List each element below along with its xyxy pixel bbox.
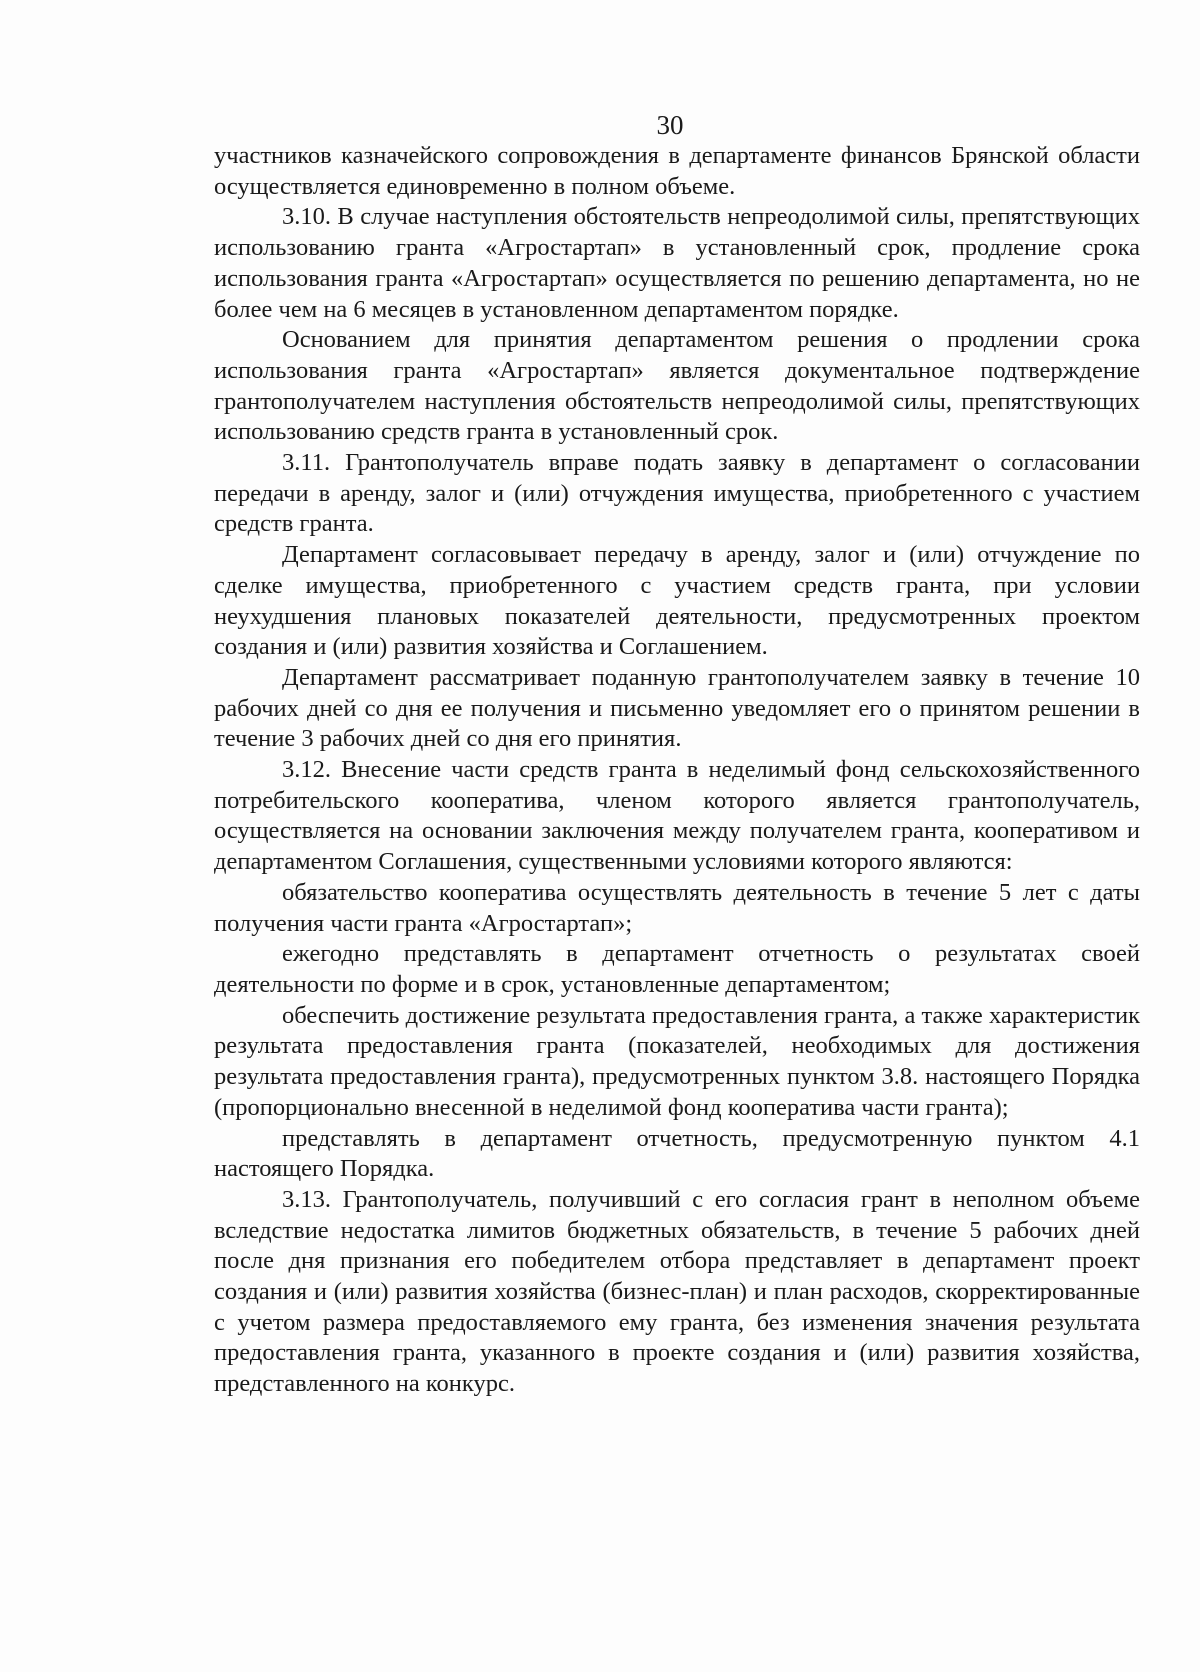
paragraph-3-13: 3.13. Грантополучатель, получивший с его согласия грант в неполном объеме вследствие недостатка лимитов бюджетных обязательств, в течение 5 рабочих дней после дня признания его победителем отбора представляет в департамент проект создания и (или) развития хозяйства (бизнес-план) и план расходов, скорректированные с учетом размера предоставляемого ему гранта, без изменения значения результата предоставления гранта, указанного в проекте создания и (или) развития хозяйства, представленного на конкурс.: [214, 1185, 1140, 1398]
paragraph-3-12-obligation: обязательство кооператива осуществлять деятельность в течение 5 лет с даты получения части гранта «Агростартап»;: [214, 878, 1140, 937]
paragraph-3-10: 3.10. В случае наступления обстоятельств непреодолимой силы, препятствующих использованию гранта «Агростартап» в установленный срок, продление срока использования гранта «Агростартап» осуществляется по решению департамента, но не более чем на 6 месяцев в установленном департаментом порядке.: [214, 203, 1140, 323]
paragraph-3-12-reporting: ежегодно представлять в департамент отчетность о результатах своей деятельности по форме и в срок, установленные департаментом;: [214, 940, 1140, 998]
paragraph-3-11: 3.11. Грантополучатель вправе подать заявку в департамент о согласовании передачи в аренду, залог и (или) отчуждения имущества, приобретенного с участием средств гранта.: [214, 449, 1140, 538]
document-body: [214, 141, 1140, 1400]
paragraph-3-11-approval: Департамент согласовывает передачу в аренду, залог и (или) отчуждение по сделке имущества, приобретенного с участием средств гранта, при условии неухудшения плановых показателей деятельности, предусмотренных проектом создания и (или) развития хозяйства и Соглашением.: [214, 541, 1140, 661]
page-number: 30: [656, 110, 684, 140]
paragraph-continued: участников казначейского сопровождения в департаменте финансов Брянской области осуществляется единовременно в полном объеме.: [214, 142, 1140, 200]
paragraph-3-12-results: обеспечить достижение результата предоставления гранта, а также характеристик результата предоставления гранта (показателей, необходимых для достижения результата предоставления гранта), предусмотренных пунктом 3.8. настоящего Порядка (пропорционально внесенной в неделимой фонд кооператива части гранта);: [214, 1001, 1140, 1121]
paragraph-3-12-report-4-1: представлять в департамент отчетность, предусмотренную пунктом 4.1 настоящего Порядка.: [214, 1124, 1140, 1183]
paragraph-3-10-basis: Основанием для принятия департаментом решения о продлении срока использования гранта «Агростартап» является документальное подтверждение грантополучателем наступления обстоятельств непреодолимой силы, препятствующих использованию средств гранта в установленный срок.: [214, 326, 1140, 446]
paragraph-3-11-review: Департамент рассматривает поданную грантополучателем заявку в течение 10 рабочих дней со дня ее получения и письменно уведомляет его о принятом решении в течение 3 рабочих дней со дня его принятия.: [214, 663, 1140, 753]
paragraph-3-12: 3.12. Внесение части средств гранта в неделимый фонд сельскохозяйственного потребительского кооператива, членом которого является грантополучатель, осуществляется на основании заключения между получателем гранта, кооперативом и департаментом Соглашения, существенными условиями которого являются:: [214, 756, 1140, 876]
